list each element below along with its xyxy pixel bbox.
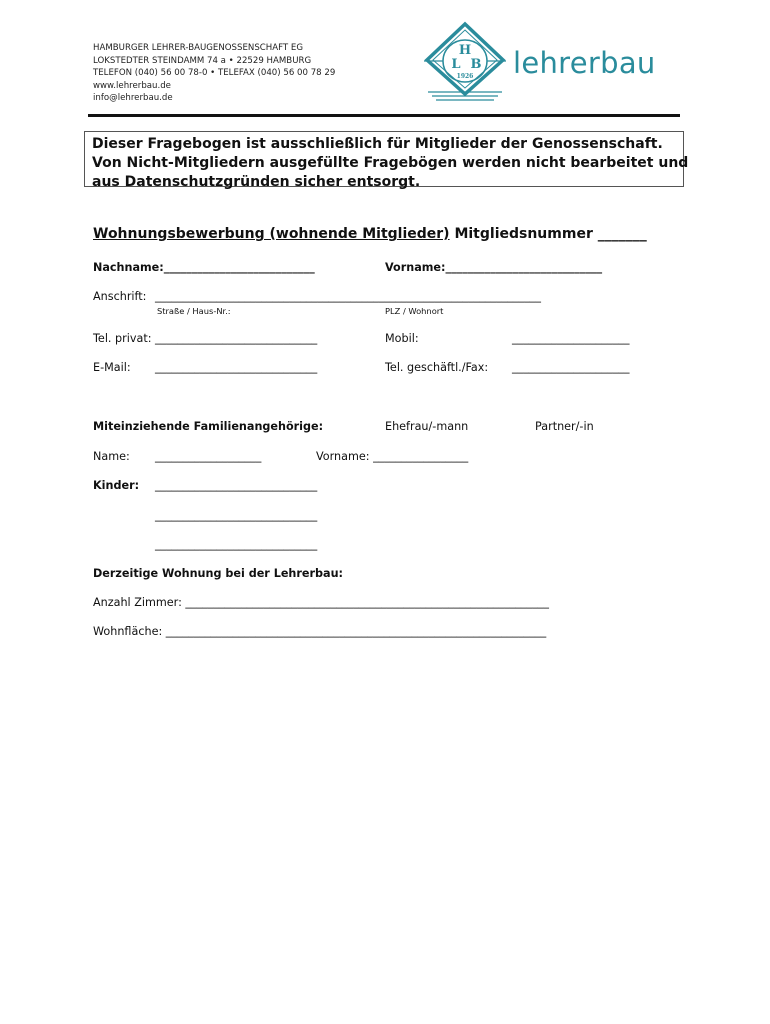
form-title-row [93,226,647,242]
current-apartment-heading: Derzeitige Wohnung bei der Lehrerbau: [93,567,344,580]
logo-letter-b: B [470,57,482,72]
family-name-label: Name: [93,450,130,463]
address-line-phone: TELEFON (040) 56 00 78-0 • TELEFAX (040) 56 00 78 29 [93,68,336,79]
business-phone-label: Tel. geschäftl./Fax: [385,361,489,374]
notice-line: aus Datenschutzgründen sicher entsorgt. [92,174,421,190]
child-field[interactable]: _____________________________ [155,479,318,492]
postcode-city-hint: PLZ / Wohnort [385,306,444,316]
address-field[interactable]: _____________________________________________________________________ [155,290,541,303]
address-line-website: www.lehrerbau.de [93,80,171,91]
form-title: Wohnungsbewerbung (wohnende Mitglieder) [93,226,450,242]
first-name-field[interactable]: Vorname:____________________________ [385,261,603,274]
header-rule [88,114,680,117]
family-first-name-field[interactable]: Vorname: _________________ [316,450,469,463]
room-count-field[interactable]: Anzahl Zimmer: _________________________________________________________________ [93,596,549,609]
mobile-label: Mobil: [385,332,419,345]
living-area-field[interactable]: Wohnfläche: ____________________________________________________________________ [93,625,547,638]
spouse-option[interactable]: Ehefrau/-mann [385,420,469,433]
logo-letter-h: H [458,43,472,58]
email-field[interactable]: _____________________________ [155,361,318,374]
partner-option[interactable]: Partner/-in [535,420,594,433]
business-phone-field[interactable]: _____________________ [512,361,630,374]
notice-line: Von Nicht-Mitgliedern ausgefüllte Fragebögen werden nicht bearbeitet und [92,155,689,171]
sender-address [93,42,335,105]
logo-letter-l: L [451,57,461,72]
mobile-field[interactable]: _____________________ [512,332,630,345]
family-heading: Miteinziehende Familienangehörige: [93,420,324,433]
child-field[interactable]: _____________________________ [155,509,318,522]
private-phone-field[interactable]: Tel. privat: _____________________________ [93,332,318,345]
logo-year: 1926 [456,73,474,80]
notice-line: Dieser Fragebogen ist ausschließlich für Mitglieder der Genossenschaft. [92,136,663,152]
hlb-logo [420,20,510,102]
child-field[interactable]: _____________________________ [155,538,318,551]
brand-wordmark: lehrerbau [513,46,656,80]
member-number-field[interactable]: Mitgliedsnummer _______ [454,226,647,242]
children-label: Kinder: [93,479,140,492]
address-line-email: info@lehrerbau.de [93,93,173,104]
address-line-company: HAMBURGER LEHRER-BAUGENOSSENSCHAFT EG [93,43,303,53]
email-label: E-Mail: [93,361,131,374]
surname-field[interactable]: Nachname:___________________________ [93,261,315,274]
address-line-street: LOKSTEDTER STEINDAMM 74 a • 22529 HAMBURG [93,55,312,66]
address-label: Anschrift: [93,290,147,303]
family-name-field[interactable]: ___________________ [155,450,262,463]
street-hint: Straße / Haus-Nr.: [157,306,231,316]
members-only-notice [84,131,689,190]
